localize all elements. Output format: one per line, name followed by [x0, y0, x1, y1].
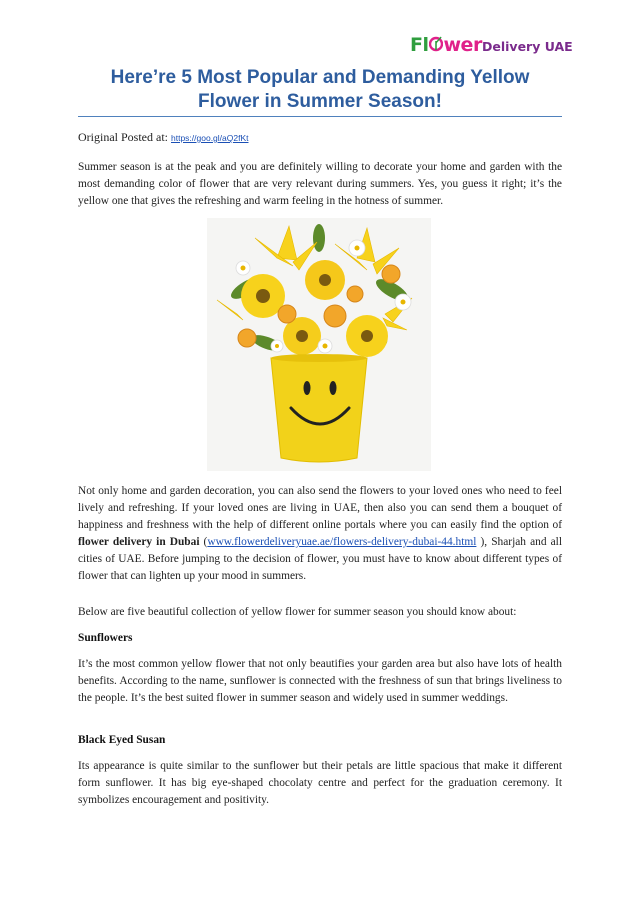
flower-logo-icon [429, 36, 443, 52]
posted-label: Original Posted at: [78, 130, 168, 144]
delivery-bold: flower delivery in Dubai [78, 536, 200, 548]
title-underline [78, 116, 562, 117]
posted-link[interactable]: https://goo.gl/aQ2fKt [171, 133, 249, 143]
posted-line [78, 130, 249, 145]
intro-paragraph: Summer season is at the peak and you are definitely willing to decorate your home and garden with the most demanding color of flower that are very relevant during summers. Yes, you guess it right; it’s the yellow one that gives the refreshing and warm feeling in the hotness of summer. [78, 161, 562, 207]
delivery-text-c: ), Sharjah and all cities of UAE. Before jumping to the decision of flower, you must have to know about different types of flower that can lighten up your mood in summers. [78, 536, 562, 582]
heading-black-eyed-susan: Black Eyed Susan [78, 734, 166, 746]
delivery-paragraph [78, 483, 562, 585]
list-intro-paragraph: Below are five beautiful collection of yellow flower for summer season you should know about: [78, 606, 517, 618]
heading-sunflowers: Sunflowers [78, 632, 133, 644]
sunflowers-paragraph: It’s the most common yellow flower that not only beautifies your garden area but also have lots of health benefits. According to the name, sunflower is connected with the freshness of sun that brings liveliness to the people. It’s the best suited flower in summer season and widely used in summer weddings. [78, 658, 562, 704]
logo-text-wer: wer [443, 34, 482, 56]
brand-logo [410, 30, 573, 66]
black-eyed-susan-paragraph: Its appearance is quite similar to the sunflower but their petals are little spacious that make it different form sunflower. It has big eye-shaped chocolaty centre and perfect for the graduation ceremony. It symbolizes encouragement and positivity. [78, 760, 562, 806]
delivery-text-a: Not only home and garden decoration, you can also send the flowers to your loved ones who need to feel lively and refreshing. If your loved ones are living in UAE, then also you can send them a bouquet of happiness and freshness with the help of different online portals where you can easily find the option of [78, 485, 562, 531]
bouquet-photo [207, 218, 431, 471]
delivery-link[interactable]: www.flowerdeliveryuae.ae/flowers-delivery-dubai-44.html [207, 536, 477, 548]
delivery-text-b: ( [199, 536, 208, 548]
logo-subtitle: Delivery UAE [482, 39, 573, 54]
logo-text-fl: Fl [410, 34, 429, 56]
page-title: Here’re 5 Most Popular and Demanding Yellow Flower in Summer Season! [110, 67, 530, 112]
smiley-vase-bouquet-image [207, 218, 431, 471]
